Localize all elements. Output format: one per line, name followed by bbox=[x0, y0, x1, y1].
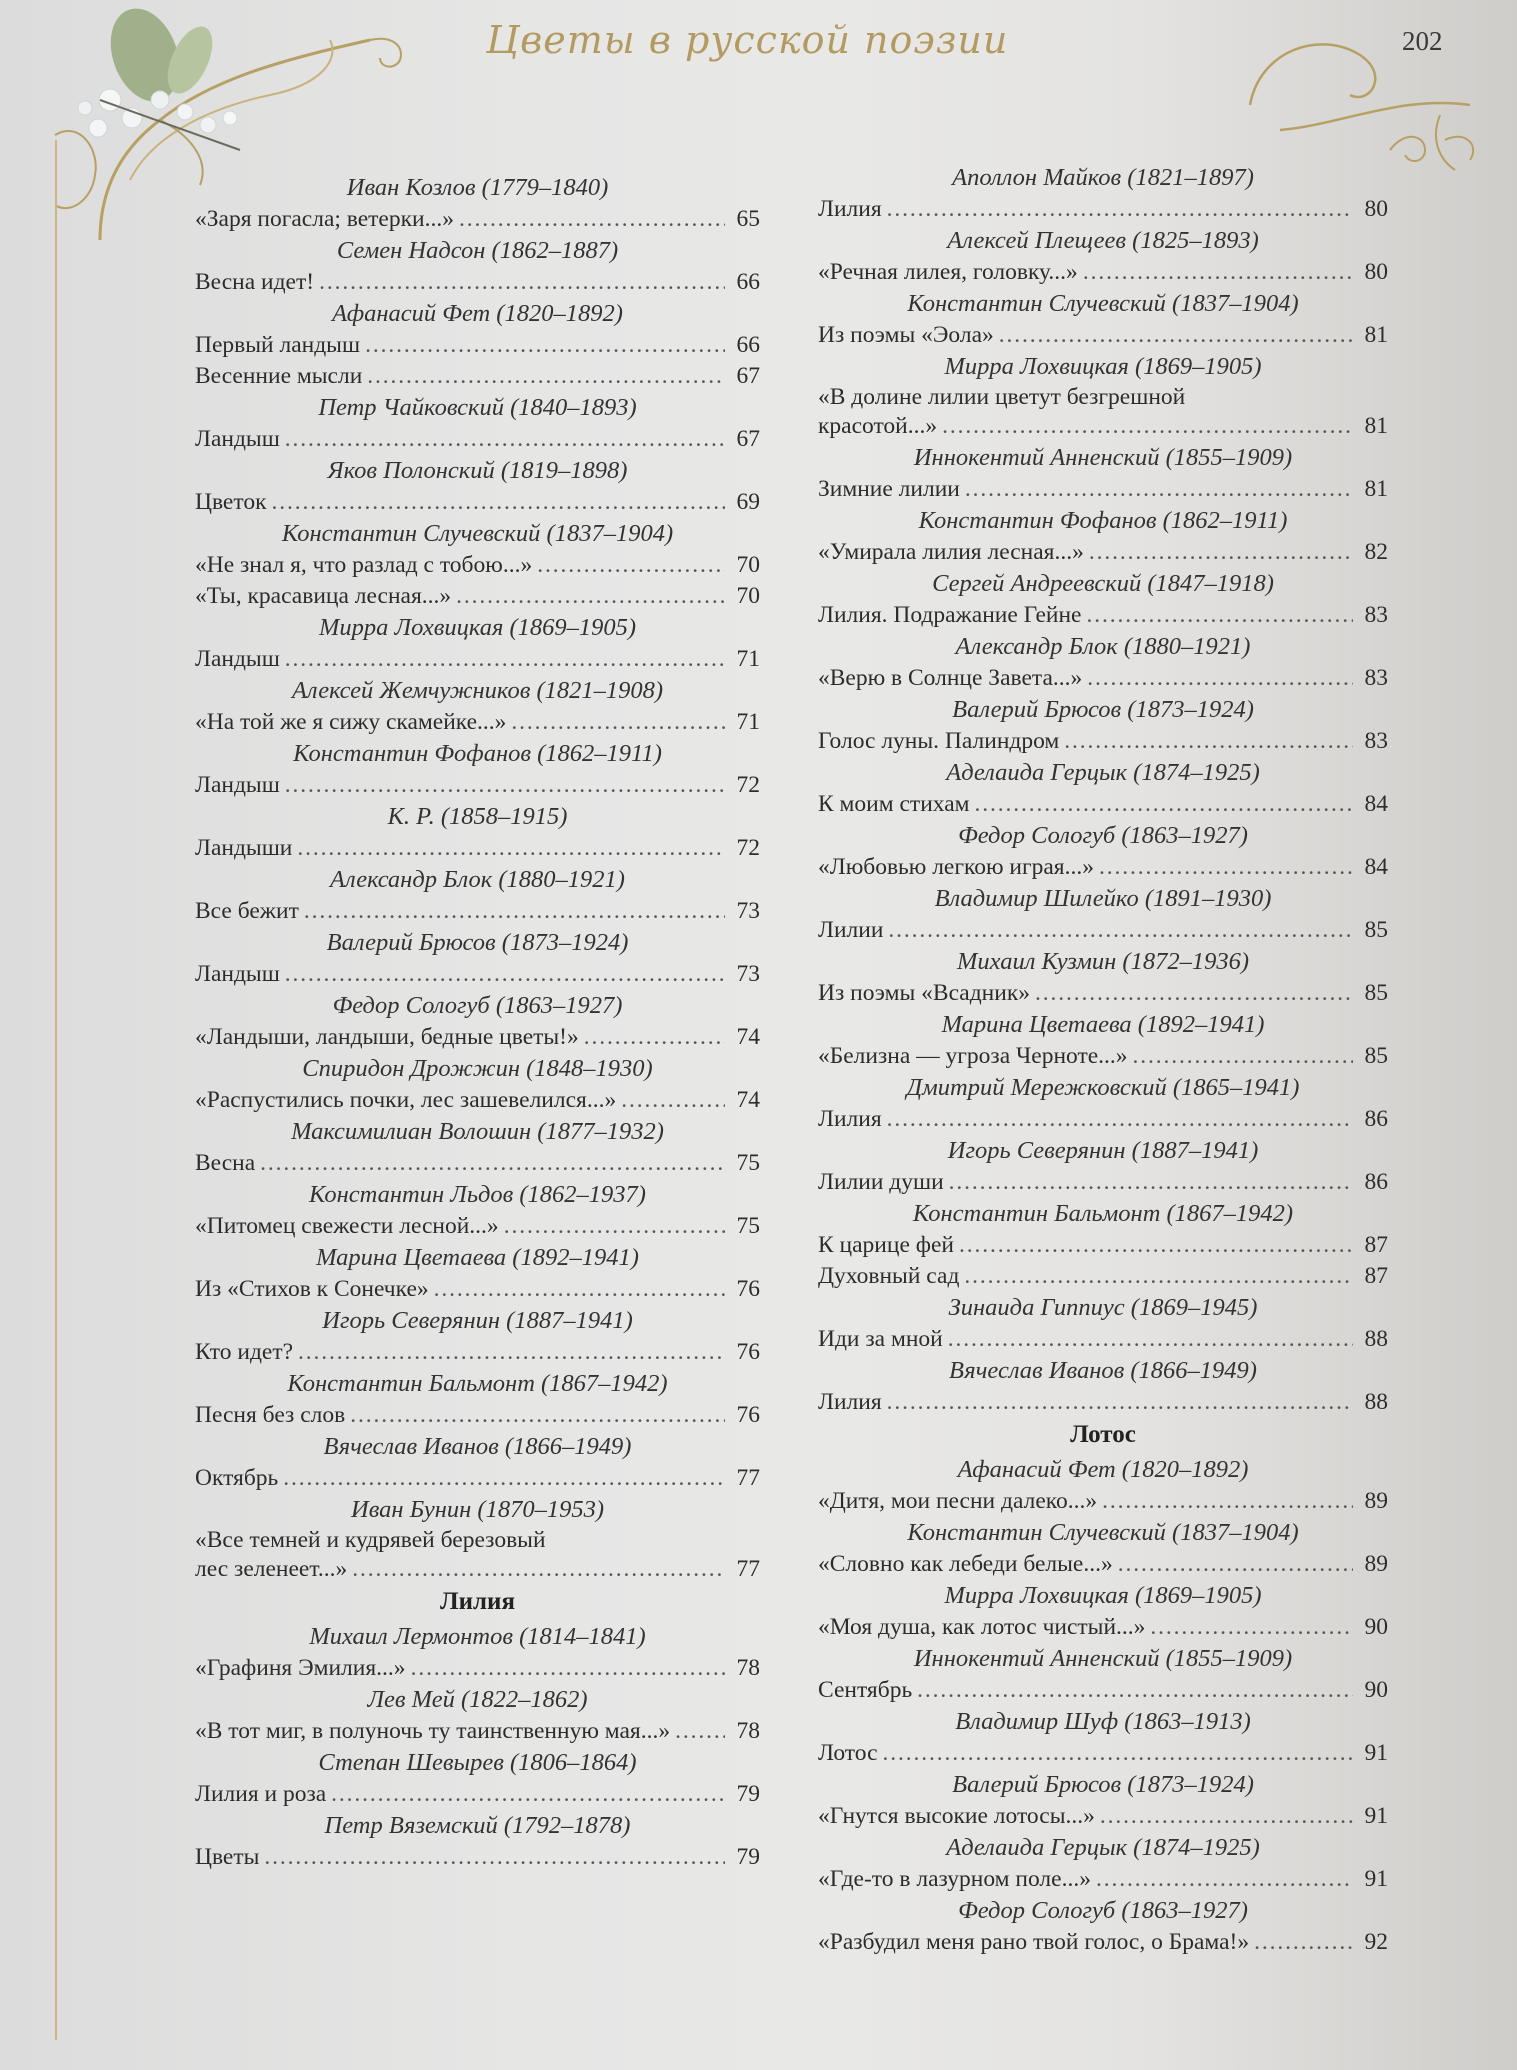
toc-entry[interactable] bbox=[818, 1167, 1388, 1198]
toc-entry[interactable] bbox=[195, 959, 760, 990]
toc-entry[interactable] bbox=[195, 1463, 760, 1494]
toc-entry[interactable] bbox=[195, 1022, 760, 1053]
dot-leader bbox=[1100, 1801, 1353, 1832]
author-heading: Константин Бальмонт (1867–1942) bbox=[912, 1200, 1294, 1227]
toc-entry[interactable] bbox=[195, 1554, 760, 1585]
author-heading: Марина Цветаева (1892–1941) bbox=[941, 1011, 1265, 1038]
author-heading: Лев Мей (1822–1862) bbox=[367, 1686, 588, 1713]
toc-entry[interactable] bbox=[818, 1612, 1388, 1643]
dot-leader bbox=[459, 204, 725, 235]
poem-title: Из «Стихов к Сонечке» bbox=[195, 1276, 429, 1302]
toc-entry[interactable] bbox=[818, 537, 1388, 568]
poem-title: Ландыш bbox=[195, 426, 280, 452]
toc-entry[interactable] bbox=[818, 1230, 1388, 1261]
author-heading: Петр Вяземский (1792–1878) bbox=[324, 1812, 631, 1839]
page-ref: 73 bbox=[736, 961, 760, 987]
page-ref: 74 bbox=[736, 1024, 760, 1050]
page-ref: 81 bbox=[1364, 476, 1388, 502]
author-heading: Степан Шевырев (1806–1864) bbox=[318, 1749, 637, 1776]
dot-leader bbox=[298, 1337, 725, 1368]
toc-entry[interactable] bbox=[818, 663, 1388, 694]
toc-entry[interactable] bbox=[195, 1274, 760, 1305]
toc-entry[interactable] bbox=[195, 1148, 760, 1179]
poem-title: Цветок bbox=[195, 489, 267, 515]
poem-title: «Умирала лилия лесная...» bbox=[818, 539, 1084, 565]
page-ref: 66 bbox=[736, 269, 760, 295]
dot-leader bbox=[331, 1779, 725, 1810]
page-ref: 83 bbox=[1364, 728, 1388, 754]
poem-title: «Белизна — угроза Черноте...» bbox=[818, 1043, 1128, 1069]
author-heading: Вячеслав Иванов (1866–1949) bbox=[949, 1357, 1257, 1384]
author-heading: Константин Бальмонт (1867–1942) bbox=[287, 1370, 668, 1397]
poem-title: Зимние лилии bbox=[818, 476, 960, 502]
page-ref: 81 bbox=[1364, 413, 1388, 439]
poem-title: «Распустились почки, лес зашевелился...» bbox=[195, 1087, 617, 1113]
poem-title: Ландыш bbox=[195, 646, 280, 672]
author-heading: Константин Льдов (1862–1937) bbox=[309, 1181, 646, 1208]
dot-leader bbox=[260, 1148, 725, 1179]
poem-title: Лилии души bbox=[818, 1169, 944, 1195]
dot-leader bbox=[883, 1738, 1353, 1769]
page-ref: 85 bbox=[1364, 980, 1388, 1006]
page-ref: 65 bbox=[736, 206, 760, 232]
toc-entry[interactable] bbox=[818, 1324, 1388, 1355]
toc-entry[interactable] bbox=[818, 915, 1388, 946]
page-ref: 78 bbox=[736, 1655, 760, 1681]
page-ref: 70 bbox=[736, 583, 760, 609]
page-ref: 66 bbox=[736, 332, 760, 358]
page-number: 202 bbox=[1402, 26, 1443, 56]
poem-title: Все бежит bbox=[195, 898, 299, 924]
page-ref: 84 bbox=[1364, 854, 1388, 880]
toc-entry[interactable] bbox=[195, 1653, 760, 1684]
page-ref: 89 bbox=[1364, 1488, 1388, 1514]
page-ref: 76 bbox=[736, 1339, 760, 1365]
page-ref: 85 bbox=[1364, 1043, 1388, 1069]
dot-leader bbox=[965, 474, 1353, 505]
author-heading: Яков Полонский (1819–1898) bbox=[327, 457, 628, 484]
toc-entry[interactable] bbox=[818, 1738, 1388, 1769]
toc-entry[interactable] bbox=[818, 1387, 1388, 1418]
toc-entry[interactable] bbox=[818, 600, 1388, 631]
toc-entry[interactable] bbox=[195, 330, 760, 361]
author-heading: Федор Сологуб (1863–1927) bbox=[332, 992, 623, 1019]
dot-leader bbox=[285, 644, 725, 675]
dot-leader bbox=[411, 1653, 725, 1684]
poem-title: «На той же я сижу скамейке...» bbox=[195, 709, 507, 735]
dot-leader bbox=[297, 833, 725, 864]
page-ref: 67 bbox=[736, 363, 760, 389]
toc-entry[interactable] bbox=[818, 1549, 1388, 1580]
dot-leader bbox=[350, 1400, 725, 1431]
page-ref: 84 bbox=[1364, 791, 1388, 817]
poem-title: «Ты, красавица лесная...» bbox=[195, 583, 452, 609]
dot-leader bbox=[887, 194, 1353, 225]
author-heading: Валерий Брюсов (1873–1924) bbox=[952, 696, 1254, 723]
poem-title: «Дитя, мои песни далеко...» bbox=[818, 1488, 1098, 1514]
poem-title: «Верю в Солнце Завета...» bbox=[818, 665, 1083, 691]
toc-entry[interactable] bbox=[195, 833, 760, 864]
poem-title: красотой...» bbox=[818, 413, 938, 439]
author-heading: Иннокентий Анненский (1855–1909) bbox=[913, 1645, 1293, 1672]
dot-leader bbox=[1087, 663, 1353, 694]
poem-title: «В тот миг, в полуночь ту таинственную мая...» bbox=[195, 1718, 671, 1744]
dot-leader bbox=[504, 1211, 725, 1242]
page-ref: 86 bbox=[1364, 1169, 1388, 1195]
page-ref: 86 bbox=[1364, 1106, 1388, 1132]
page-ref: 80 bbox=[1364, 196, 1388, 222]
dot-leader bbox=[285, 959, 725, 990]
dot-leader bbox=[264, 1842, 725, 1873]
toc-entry[interactable] bbox=[818, 1927, 1388, 1958]
poem-title: Весна идет! bbox=[195, 269, 315, 295]
author-heading: Спиридон Дрожжин (1848–1930) bbox=[302, 1055, 653, 1082]
page-ref: 87 bbox=[1364, 1263, 1388, 1289]
page-ref: 92 bbox=[1364, 1929, 1388, 1955]
poem-title: Лилия bbox=[818, 196, 882, 222]
poem-title: «Любовью легкою играя...» bbox=[818, 854, 1094, 880]
poem-title: лес зеленеет...» bbox=[195, 1556, 348, 1582]
author-heading: Александр Блок (1880–1921) bbox=[955, 633, 1251, 660]
dot-leader bbox=[1096, 1864, 1353, 1895]
page-ref: 75 bbox=[736, 1150, 760, 1176]
dot-leader bbox=[365, 330, 725, 361]
page-ref: 83 bbox=[1364, 665, 1388, 691]
author-heading: Александр Блок (1880–1921) bbox=[330, 866, 625, 893]
poem-title: «Где-то в лазурном поле...» bbox=[818, 1866, 1091, 1892]
author-heading: Константин Фофанов (1862–1911) bbox=[918, 507, 1288, 534]
page-ref: 88 bbox=[1364, 1326, 1388, 1352]
author-heading: Иван Бунин (1870–1953) bbox=[351, 1496, 604, 1523]
page-ref: 71 bbox=[736, 709, 760, 735]
toc-entry[interactable] bbox=[818, 194, 1388, 225]
page-ref: 79 bbox=[736, 1781, 760, 1807]
toc-entry[interactable] bbox=[195, 361, 760, 392]
author-heading: Максимилиан Волошин (1877–1932) bbox=[291, 1118, 664, 1145]
page-ref: 91 bbox=[1364, 1866, 1388, 1892]
toc-entry[interactable] bbox=[195, 707, 760, 738]
author-heading: Константин Случевский (1837–1904) bbox=[907, 290, 1299, 317]
toc-entry[interactable] bbox=[195, 1400, 760, 1431]
poem-title: Духовный сад bbox=[818, 1263, 960, 1289]
toc-entry[interactable] bbox=[195, 550, 760, 581]
poem-title: Ландыш bbox=[195, 772, 280, 798]
author-heading: Афанасий Фет (1820–1892) bbox=[332, 300, 623, 327]
toc-entry[interactable] bbox=[195, 1526, 760, 1554]
dot-leader bbox=[319, 267, 725, 298]
poem-title: К царице фей bbox=[818, 1232, 954, 1258]
author-heading: Федор Сологуб (1863–1927) bbox=[958, 1897, 1248, 1924]
toc-entry[interactable] bbox=[195, 644, 760, 675]
page-ref: 81 bbox=[1364, 322, 1388, 348]
author-heading: Аполлон Майков (1821–1897) bbox=[952, 164, 1254, 191]
dot-leader bbox=[1254, 1927, 1353, 1958]
toc-entry[interactable] bbox=[818, 978, 1388, 1009]
dot-leader bbox=[1083, 257, 1353, 288]
author-heading: Валерий Брюсов (1873–1924) bbox=[326, 929, 629, 956]
dot-leader bbox=[949, 1167, 1353, 1198]
toc-entry[interactable] bbox=[195, 1842, 760, 1873]
author-heading: Мирра Лохвицкая (1869–1905) bbox=[944, 1582, 1262, 1609]
toc-entry[interactable] bbox=[195, 1211, 760, 1242]
dot-leader bbox=[1133, 1041, 1353, 1072]
toc-entry[interactable] bbox=[818, 1486, 1388, 1517]
toc-entry[interactable] bbox=[195, 424, 760, 455]
poem-title: Лотос bbox=[818, 1740, 878, 1766]
author-heading: Константин Случевский (1837–1904) bbox=[281, 520, 674, 547]
section-heading: Лилия bbox=[440, 1588, 515, 1615]
author-heading: Алексей Плещеев (1825–1893) bbox=[947, 227, 1259, 254]
author-heading: Валерий Брюсов (1873–1924) bbox=[952, 1771, 1254, 1798]
toc-entry[interactable] bbox=[195, 1779, 760, 1810]
page-ref: 70 bbox=[736, 552, 760, 578]
poem-title: Ландыш bbox=[195, 961, 280, 987]
poem-title: Из поэмы «Всадник» bbox=[818, 980, 1031, 1006]
page-ref: 87 bbox=[1364, 1232, 1388, 1258]
author-heading: Иннокентий Анненский (1855–1909) bbox=[913, 444, 1293, 471]
dot-leader bbox=[511, 707, 725, 738]
dot-leader bbox=[959, 1230, 1353, 1261]
dot-leader bbox=[675, 1716, 725, 1747]
page-ref: 89 bbox=[1364, 1551, 1388, 1577]
author-heading: Владимир Шуф (1863–1913) bbox=[955, 1708, 1251, 1735]
author-heading: Мирра Лохвицкая (1869–1905) bbox=[318, 614, 637, 641]
page-ref: 76 bbox=[736, 1402, 760, 1428]
poem-title: Лилия. Подражание Гейне bbox=[818, 602, 1082, 628]
poem-title: «Питомец свежести лесной...» bbox=[195, 1213, 499, 1239]
page-ref: 77 bbox=[736, 1556, 760, 1582]
dot-leader bbox=[1064, 726, 1353, 757]
page-ref: 79 bbox=[736, 1844, 760, 1870]
author-heading: Вячеслав Иванов (1866–1949) bbox=[323, 1433, 632, 1460]
toc-entry[interactable] bbox=[818, 789, 1388, 820]
poem-title: «Графиня Эмилия...» bbox=[195, 1655, 406, 1681]
poem-title: К моим стихам bbox=[818, 791, 970, 817]
dot-leader bbox=[285, 770, 725, 801]
dot-leader bbox=[942, 411, 1353, 442]
page-ref: 67 bbox=[736, 426, 760, 452]
poem-title: «Моя душа, как лотос чистый...» bbox=[818, 1614, 1146, 1640]
poem-title: «Гнутся высокие лотосы...» bbox=[818, 1803, 1095, 1829]
toc-entry[interactable] bbox=[818, 474, 1388, 505]
poem-title: Октябрь bbox=[195, 1465, 279, 1491]
toc-entry[interactable] bbox=[195, 204, 760, 235]
dot-leader bbox=[948, 1324, 1353, 1355]
page-ref: 83 bbox=[1364, 602, 1388, 628]
poem-title: «Словно как лебеди белые...» bbox=[818, 1551, 1113, 1577]
poem-title: Лилии bbox=[818, 917, 884, 943]
poem-title: «Заря погасла; ветерки...» bbox=[195, 206, 454, 232]
page-ref: 75 bbox=[736, 1213, 760, 1239]
dot-leader bbox=[1150, 1612, 1353, 1643]
toc-entry[interactable] bbox=[195, 1716, 760, 1747]
page-ref: 73 bbox=[736, 898, 760, 924]
toc-entry[interactable] bbox=[195, 1085, 760, 1116]
page-ref: 91 bbox=[1364, 1740, 1388, 1766]
dot-leader bbox=[584, 1022, 725, 1053]
poem-title: Голос луны. Палиндром bbox=[818, 728, 1060, 754]
poem-title: Сентябрь bbox=[818, 1677, 913, 1703]
author-heading: Мирра Лохвицкая (1869–1905) bbox=[944, 353, 1262, 380]
poem-title: «Не знал я, что разлад с тобою...» bbox=[195, 552, 533, 578]
toc-entry[interactable] bbox=[818, 383, 1388, 411]
toc-entry[interactable] bbox=[195, 581, 760, 612]
author-heading: Зинаида Гиппиус (1869–1945) bbox=[948, 1294, 1258, 1321]
page-ref: 90 bbox=[1364, 1677, 1388, 1703]
author-heading: Петр Чайковский (1840–1893) bbox=[318, 394, 637, 421]
poem-title: Первый ландыш bbox=[195, 332, 361, 358]
toc-entry[interactable] bbox=[195, 267, 760, 298]
poem-title: Иди за мной bbox=[818, 1326, 943, 1352]
page-ref: 88 bbox=[1364, 1389, 1388, 1415]
dot-leader bbox=[537, 550, 725, 581]
running-header-title: Цветы в русской поэзии bbox=[486, 18, 1009, 62]
dot-leader bbox=[456, 581, 725, 612]
dot-leader bbox=[1087, 600, 1354, 631]
toc-entry[interactable] bbox=[818, 1104, 1388, 1135]
toc-entry[interactable] bbox=[818, 726, 1388, 757]
author-heading: Игорь Северянин (1887–1941) bbox=[322, 1307, 633, 1334]
author-heading: Иван Козлов (1779–1840) bbox=[346, 174, 609, 201]
dot-leader bbox=[1035, 978, 1353, 1009]
toc-entry[interactable] bbox=[818, 1864, 1388, 1895]
dot-leader bbox=[964, 1261, 1353, 1292]
poem-title: «Все темней и кудрявей березовый bbox=[195, 1527, 546, 1553]
toc-entry[interactable] bbox=[818, 1261, 1388, 1292]
page-ref: 90 bbox=[1364, 1614, 1388, 1640]
dot-leader bbox=[272, 487, 726, 518]
author-heading: Аделаида Герцык (1874–1925) bbox=[946, 1834, 1260, 1861]
poem-title: «В долине лилии цветут безгрешной bbox=[818, 384, 1186, 410]
poem-title: Весенние мысли bbox=[195, 363, 363, 389]
author-heading: Марина Цветаева (1892–1941) bbox=[316, 1244, 639, 1271]
author-heading: Владимир Шилейко (1891–1930) bbox=[934, 885, 1272, 912]
page-ref: 85 bbox=[1364, 917, 1388, 943]
toc-entry[interactable] bbox=[195, 896, 760, 927]
dot-leader bbox=[285, 424, 725, 455]
page-ref: 76 bbox=[736, 1276, 760, 1302]
toc-entry[interactable] bbox=[818, 1675, 1388, 1706]
dot-leader bbox=[999, 320, 1353, 351]
dot-leader bbox=[1089, 537, 1353, 568]
poem-title: Кто идет? bbox=[195, 1339, 294, 1365]
section-heading: Лотос bbox=[1070, 1421, 1136, 1448]
toc-column-right bbox=[818, 162, 1388, 1958]
author-heading: Михаил Лермонтов (1814–1841) bbox=[309, 1623, 646, 1650]
toc-entry[interactable] bbox=[818, 852, 1388, 883]
margin-rule bbox=[55, 140, 57, 2040]
toc-entry[interactable] bbox=[195, 487, 760, 518]
poem-title: «Речная лилея, головку...» bbox=[818, 259, 1078, 285]
dot-leader bbox=[1102, 1486, 1353, 1517]
dot-leader bbox=[367, 361, 725, 392]
toc-entry[interactable] bbox=[818, 1041, 1388, 1072]
page-ref: 91 bbox=[1364, 1803, 1388, 1829]
toc-entry[interactable] bbox=[195, 770, 760, 801]
poem-title: «Ландыши, ландыши, бедные цветы!» bbox=[195, 1024, 579, 1050]
page-ref: 72 bbox=[736, 835, 760, 861]
dot-leader bbox=[434, 1274, 725, 1305]
poem-title: Весна bbox=[195, 1150, 256, 1176]
toc-entry[interactable] bbox=[818, 1801, 1388, 1832]
author-heading: Михаил Кузмин (1872–1936) bbox=[957, 948, 1249, 975]
dot-leader bbox=[1118, 1549, 1353, 1580]
page-ref: 69 bbox=[736, 489, 760, 515]
dot-leader bbox=[283, 1463, 725, 1494]
dot-leader bbox=[304, 896, 725, 927]
page-ref: 77 bbox=[736, 1465, 760, 1491]
poem-title: Из поэмы «Эола» bbox=[818, 322, 994, 348]
dot-leader bbox=[887, 1104, 1353, 1135]
toc-entry[interactable] bbox=[818, 257, 1388, 288]
dot-leader bbox=[887, 1387, 1353, 1418]
dot-leader bbox=[352, 1554, 725, 1585]
author-heading: Константин Случевский (1837–1904) bbox=[907, 1519, 1299, 1546]
scroll-ornament-icon bbox=[1240, 10, 1490, 185]
dot-leader bbox=[621, 1085, 725, 1116]
poem-title: Лилия bbox=[818, 1106, 882, 1132]
page-ref: 78 bbox=[736, 1718, 760, 1744]
page-ref: 71 bbox=[736, 646, 760, 672]
author-heading: Аделаида Герцык (1874–1925) bbox=[946, 759, 1260, 786]
poem-title: Лилия bbox=[818, 1389, 882, 1415]
page-ref: 74 bbox=[736, 1087, 760, 1113]
page-ref: 80 bbox=[1364, 259, 1388, 285]
dot-leader bbox=[975, 789, 1353, 820]
author-heading: К. Р. (1858–1915) bbox=[387, 803, 568, 830]
author-heading: Константин Фофанов (1862–1911) bbox=[293, 740, 662, 767]
author-heading: Семен Надсон (1862–1887) bbox=[336, 237, 619, 264]
toc-column-left bbox=[195, 172, 760, 1873]
dot-leader bbox=[917, 1675, 1353, 1706]
author-heading: Сергей Андреевский (1847–1918) bbox=[932, 570, 1274, 597]
page-ref: 72 bbox=[736, 772, 760, 798]
toc-entry[interactable] bbox=[195, 1337, 760, 1368]
toc-entry[interactable] bbox=[818, 320, 1388, 351]
poem-title: Лилия и роза bbox=[195, 1781, 327, 1807]
poem-title: «Разбудил меня рано твой голос, о Брама!» bbox=[818, 1929, 1250, 1955]
author-heading: Алексей Жемчужников (1821–1908) bbox=[291, 677, 664, 704]
page-ref: 82 bbox=[1364, 539, 1388, 565]
author-heading: Игорь Северянин (1887–1941) bbox=[947, 1137, 1259, 1164]
poem-title: Цветы bbox=[195, 1844, 260, 1870]
poem-title: Песня без слов bbox=[195, 1402, 346, 1428]
dot-leader bbox=[888, 915, 1353, 946]
dot-leader bbox=[1099, 852, 1353, 883]
toc-entry[interactable] bbox=[818, 411, 1388, 442]
author-heading: Федор Сологуб (1863–1927) bbox=[958, 822, 1248, 849]
poem-title: Ландыши bbox=[195, 835, 293, 861]
author-heading: Афанасий Фет (1820–1892) bbox=[957, 1456, 1249, 1483]
author-heading: Дмитрий Мережковский (1865–1941) bbox=[906, 1074, 1300, 1101]
